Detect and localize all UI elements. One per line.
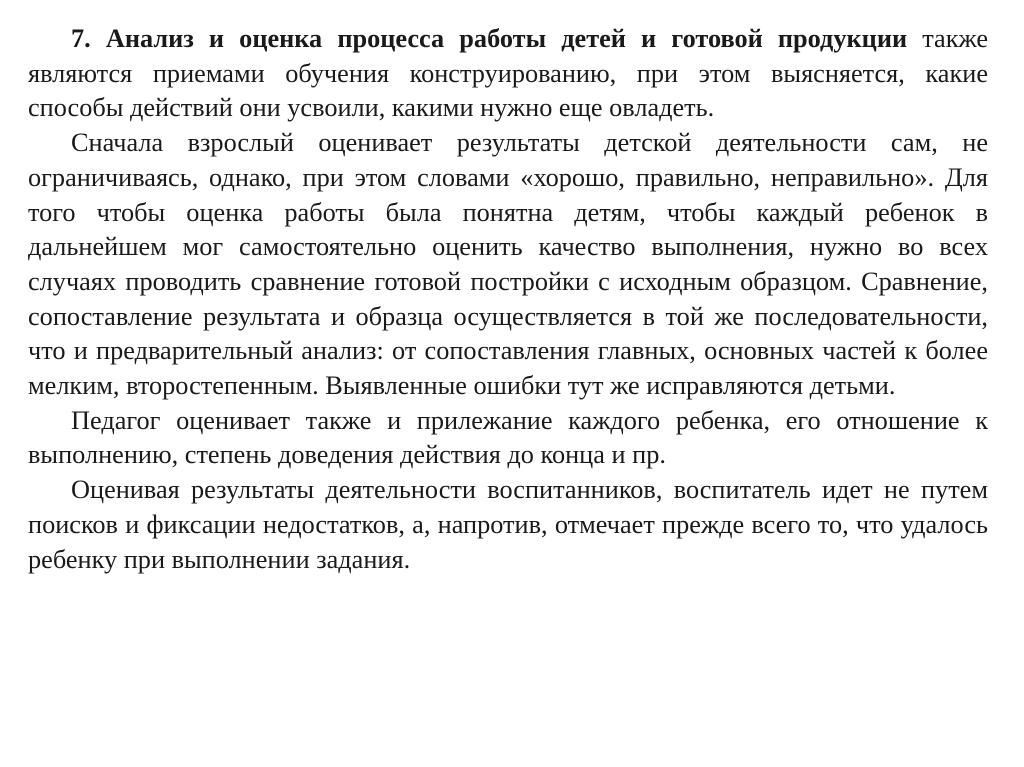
paragraph-1-text: также являются приемами обучения конструированию, при этом выясняется, какие способы действий они усвоили, какими нужно еще овладеть. [28, 24, 988, 123]
paragraph-1 [28, 22, 988, 126]
slide-text-block [28, 22, 988, 577]
paragraph-3: Педагог оценивает также и прилежание каждого ребенка, его отношение к выполнению, степень доведения действия до конца и пр. [28, 405, 988, 470]
paragraph-4: Оценивая результаты деятельности воспитанников, воспитатель идет не путем поисков и фиксации недостатков, а, напротив, отмечает прежде всего то, что удалось ребенку при выполнении задания. [28, 475, 988, 574]
paragraph-1-bold-lead: 7. Анализ и оценка процесса работы детей и готовой продукции [71, 24, 908, 53]
paragraph-2: Сначала взрослый оценивает результаты детской деятельности сам, не ограничиваясь, однако, при этом словами «хорошо, правильно, неправильно». Для того чтобы оценка работы была понятна детям, чтобы каждый ребенок в дальнейшем мог самостоятельно оценить качество выполнения, нужно во всех случаях проводить сравнение готовой постройки с исходным образцом. Сравнение, сопоставление результата и образца осуществляется в той же последовательности, что и предварительный анализ: от сопоставления главных, основных частей к более мелким, второстепенным. Выявленные ошибки тут же исправляются детьми. [28, 128, 988, 401]
